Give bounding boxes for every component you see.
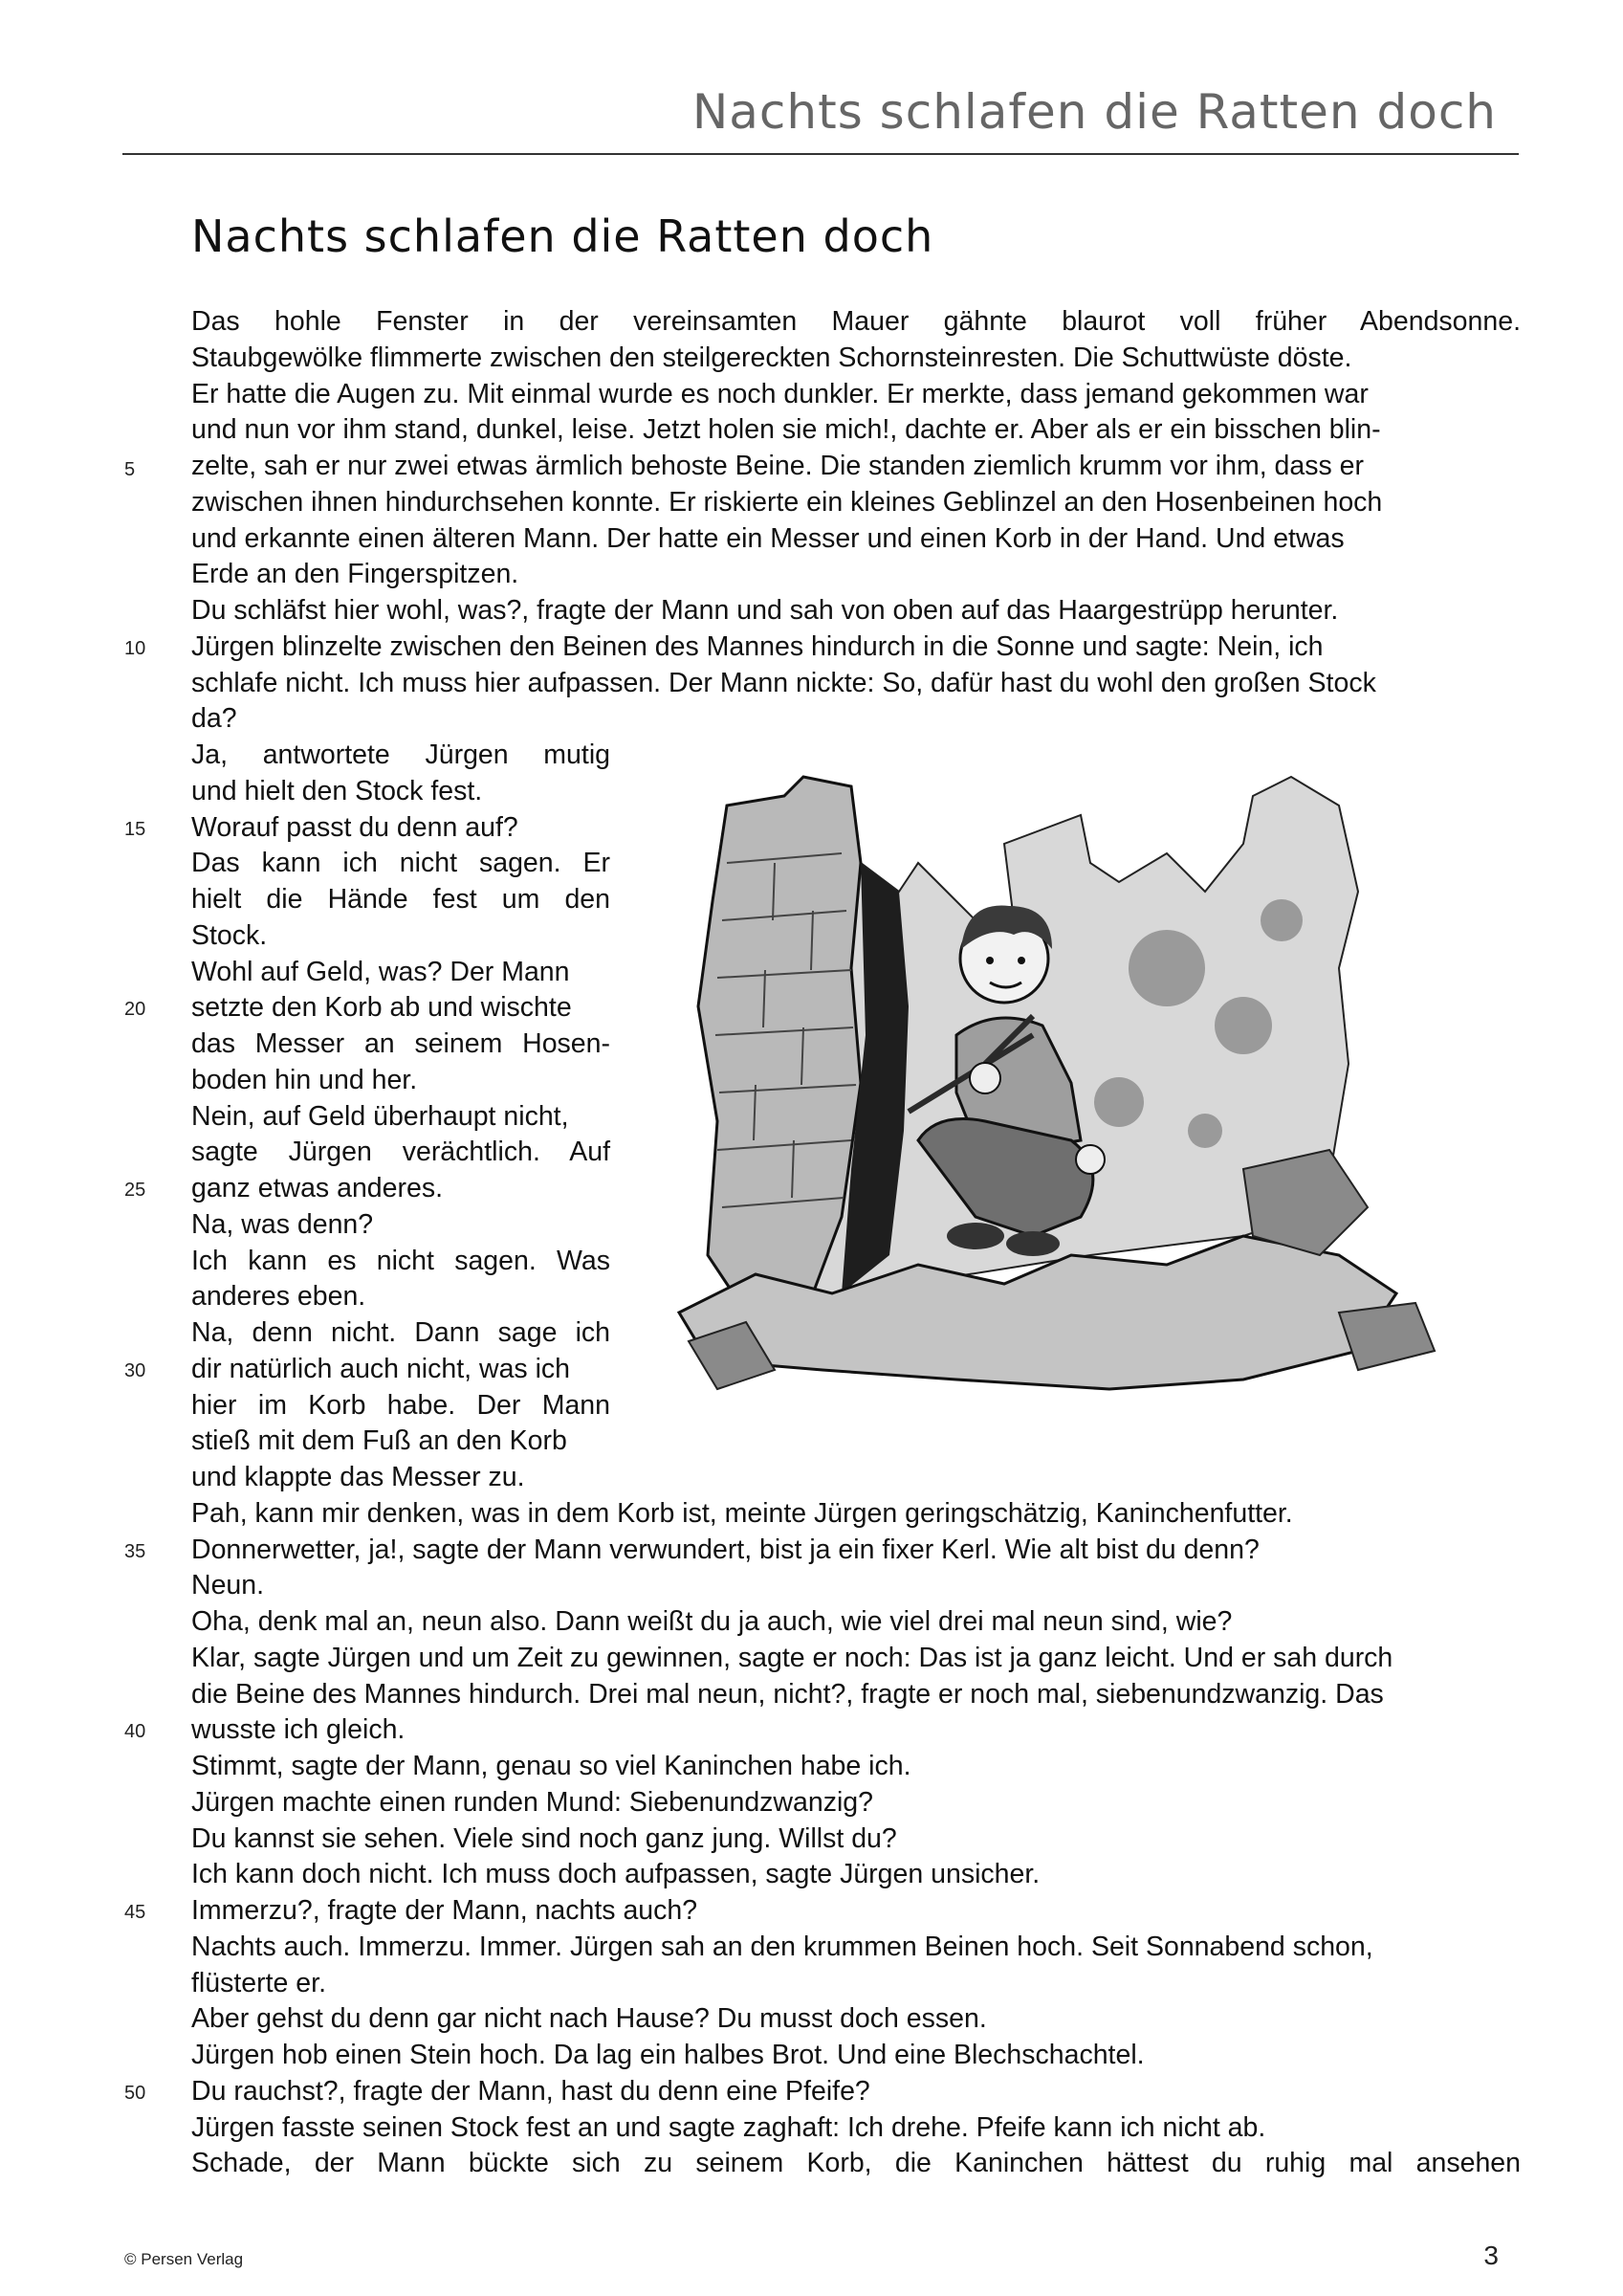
text-line: und nun vor ihm stand, dunkel, leise. Jetzt holen sie mich!, dachte er. Aber als er ein bisschen blin-	[191, 414, 1381, 445]
text-line: Nein, auf Geld überhaupt nicht,	[191, 1101, 569, 1132]
text-line: wusste ich gleich.	[191, 1714, 406, 1745]
text-line: Jürgen fasste seinen Stock fest an und sagte zaghaft: Ich drehe. Pfeife kann ich nicht ab.	[191, 2112, 1266, 2143]
text-line: Schade, der Mann bückte sich zu seinem Korb, die Kaninchen hättest du ruhig mal ansehen	[191, 2148, 1521, 2178]
text-line: Worauf passt du denn auf?	[191, 812, 518, 843]
line-number: 45	[124, 1902, 146, 1923]
text-line: da?	[191, 703, 237, 734]
text-line: und hielt den Stock fest.	[191, 776, 483, 806]
text-line: Neun.	[191, 1570, 265, 1601]
text-line: Das kann ich nicht sagen. Er	[191, 848, 610, 878]
page-number: 3	[1483, 2241, 1499, 2270]
text-line: Na, was denn?	[191, 1209, 374, 1240]
text-line: Oha, denk mal an, neun also. Dann weißt du ja auch, wie viel drei mal neun sind, wie?	[191, 1606, 1233, 1637]
text-line: Ich kann es nicht sagen. Was	[191, 1246, 610, 1276]
text-line: boden hin und her.	[191, 1065, 418, 1095]
text-line: zwischen ihnen hindurchsehen konnte. Er riskierte ein kleines Geblinzel an den Hosenbeinen hoch	[191, 487, 1383, 518]
text-line: setzte den Korb ab und wischte	[191, 992, 572, 1023]
text-line: Klar, sagte Jürgen und um Zeit zu gewinnen, sagte er noch: Das ist ja ganz leicht. Und er sah durch	[191, 1643, 1393, 1673]
line-number: 50	[124, 2083, 146, 2104]
text-line: ganz etwas anderes.	[191, 1173, 443, 1203]
text-line: Jürgen machte einen runden Mund: Siebenundzwanzig?	[191, 1787, 873, 1818]
running-header-title: Nachts schlafen die Ratten doch	[691, 84, 1497, 140]
text-line: Stock.	[191, 920, 268, 951]
text-line: flüsterte er.	[191, 1968, 326, 1998]
text-line: stieß mit dem Fuß an den Korb	[191, 1425, 567, 1456]
text-line: Stimmt, sagte der Mann, genau so viel Kaninchen habe ich.	[191, 1751, 911, 1781]
copyright-notice: © Persen Verlag	[124, 2250, 244, 2268]
story-title: Nachts schlafen die Ratten doch	[191, 210, 934, 262]
text-line: dir natürlich auch nicht, was ich	[191, 1354, 571, 1384]
text-line: Staubgewölke flimmerte zwischen den steilgereckten Schornsteinresten. Die Schuttwüste döste.	[191, 342, 1352, 373]
line-number: 25	[124, 1180, 146, 1201]
text-line: das Messer an seinem Hosen-	[191, 1028, 610, 1059]
text-line: Aber gehst du denn gar nicht nach Hause? Du musst doch essen.	[191, 2003, 987, 2034]
line-number: 15	[124, 819, 146, 840]
text-line: die Beine des Mannes hindurch. Drei mal neun, nicht?, fragte er noch mal, siebenundzwanzig. Das	[191, 1679, 1384, 1710]
text-line: sagte Jürgen verächtlich. Auf	[191, 1137, 610, 1167]
text-line: und klappte das Messer zu.	[191, 1462, 525, 1492]
text-line: Wohl auf Geld, was? Der Mann	[191, 957, 570, 987]
line-number: 35	[124, 1541, 146, 1562]
line-number: 5	[124, 459, 136, 480]
text-line: Na, denn nicht. Dann sage ich	[191, 1317, 610, 1348]
text-line: Ich kann doch nicht. Ich muss doch aufpassen, sagte Jürgen unsicher.	[191, 1859, 1041, 1889]
text-line: Jürgen hob einen Stein hoch. Da lag ein halbes Brot. Und eine Blechschachtel.	[191, 2040, 1145, 2070]
text-line: hier im Korb habe. Der Mann	[191, 1390, 610, 1421]
line-number: 10	[124, 638, 146, 659]
text-line: Das hohle Fenster in der vereinsamten Mauer gähnte blaurot voll früher Abendsonne.	[191, 306, 1521, 337]
line-number: 30	[124, 1360, 146, 1381]
text-line: Du kannst sie sehen. Viele sind noch ganz jung. Willst du?	[191, 1823, 897, 1854]
text-line: Erde an den Fingerspitzen.	[191, 559, 519, 589]
header-divider	[122, 153, 1519, 155]
text-line: Ja, antwortete Jürgen mutig	[191, 740, 610, 770]
text-line: und erkannte einen älteren Mann. Der hatte ein Messer und einen Korb in der Hand. Und etwas	[191, 523, 1345, 554]
text-line: Jürgen blinzelte zwischen den Beinen des Mannes hindurch in die Sonne und sagte: Nein, ich	[191, 631, 1324, 662]
text-line: Du schläfst hier wohl, was?, fragte der Mann und sah von oben auf das Haargestrüpp herunter.	[191, 595, 1339, 626]
line-number: 20	[124, 999, 146, 1020]
text-line: Nachts auch. Immerzu. Immer. Jürgen sah an den krummen Beinen hoch. Seit Sonnabend schon,	[191, 1932, 1373, 1962]
line-number: 40	[124, 1721, 146, 1742]
text-line: Du rauchst?, fragte der Mann, hast du denn eine Pfeife?	[191, 2076, 870, 2107]
text-line: schlafe nicht. Ich muss hier aufpassen. Der Mann nickte: So, dafür hast du wohl den großen Stock	[191, 668, 1376, 698]
text-line: Er hatte die Augen zu. Mit einmal wurde es noch dunkler. Er merkte, dass jemand gekommen war	[191, 379, 1369, 409]
text-line: anderes eben.	[191, 1281, 366, 1312]
text-line: hielt die Hände fest um den	[191, 884, 610, 915]
text-line: Donnerwetter, ja!, sagte der Mann verwundert, bist ja ein fixer Kerl. Wie alt bist du denn?	[191, 1534, 1260, 1565]
story-illustration	[669, 719, 1521, 1485]
text-line: Immerzu?, fragte der Mann, nachts auch?	[191, 1895, 698, 1926]
text-line: zelte, sah er nur zwei etwas ärmlich behoste Beine. Die standen ziemlich krumm vor ihm, dass er	[191, 451, 1365, 481]
text-line: Pah, kann mir denken, was in dem Korb ist, meinte Jürgen geringschätzig, Kaninchenfutter.	[191, 1498, 1293, 1529]
